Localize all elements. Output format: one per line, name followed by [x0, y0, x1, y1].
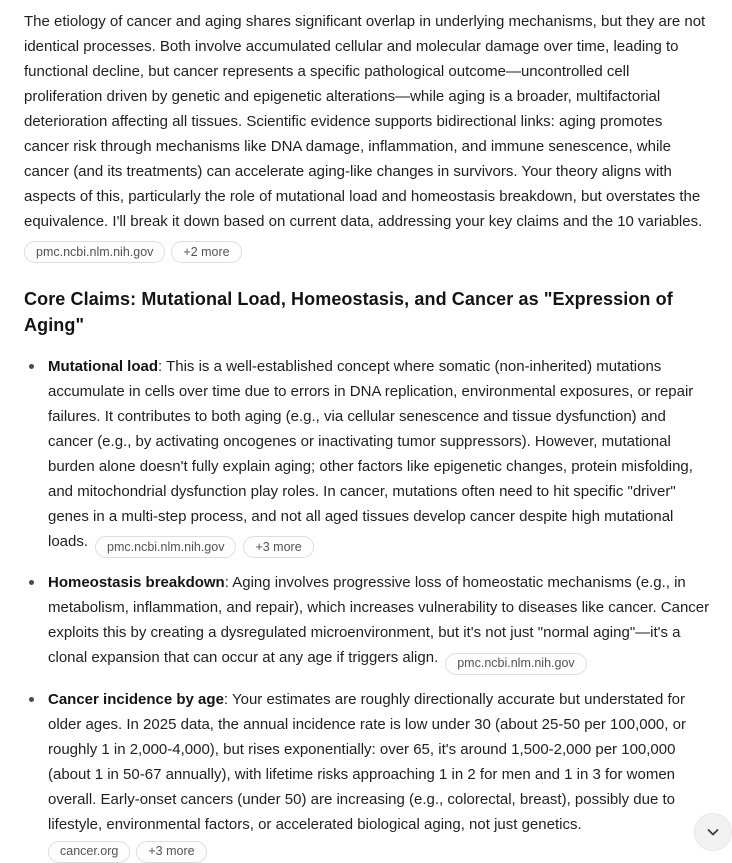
bullet-lead: Mutational load: [48, 358, 158, 375]
intro-paragraph: The etiology of cancer and aging shares significant overlap in underlying mechanisms, but they are not identical processes. Both involve accumulated cellular and molecular damage over time, leading to functional decline, but cancer represents a specific pathological outcome—uncontrolled cell proliferation driven by genetic and epigenetic alterations—while aging is a broader, multifactorial deterioration affecting all tissues. Scientific evidence supports bidirectional links: aging promotes cancer risk through mechanisms like DNA damage, inflammation, and immune senescence, while cancer (and its treatments) can accelerate aging-like changes in survivors. Your theory aligns with aspects of this, particularly the role of mutational load and homeostasis breakdown, but overstates the equivalence. I'll break it down based on current data, addressing your key claims and the 10 variables.: [24, 13, 706, 230]
citation-more-pill[interactable]: +3 more: [243, 536, 313, 558]
section-heading: Core Claims: Mutational Load, Homeostasis, and Cancer as "Expression of Aging": [24, 289, 673, 335]
citation-pill[interactable]: pmc.ncbi.nlm.nih.gov: [445, 653, 586, 675]
intro-citation-row: [24, 241, 711, 263]
scroll-to-bottom-button[interactable]: [694, 813, 732, 851]
citation-more-pill[interactable]: +3 more: [136, 841, 206, 863]
bullet-text: : Your estimates are roughly directionally accurate but understated for older ages. In 2025 data, the annual incidence rate is low under 30 (about 25-50 per 100,000, or roughly 1 in 2,000-4,000), but rises exponentially: over 65, it's around 1,500-2,000 per 100,000 (about 1 in 50-67 annually), with lifetime risks approaching 1 in 2 for men and 1 in 3 for women overall. Early-onset cancers (under 50) are increasing (e.g., colorectal, breast), possibly due to lifestyle, environmental factors, or accelerated biological aging, not just genetics.: [48, 690, 686, 833]
bullet-dot-icon: [29, 364, 34, 369]
bullet-dot-icon: [29, 580, 34, 585]
list-item: [24, 354, 711, 558]
bullet-dot-icon: [29, 697, 34, 702]
bullet-list: [24, 354, 711, 837]
citation-pill[interactable]: pmc.ncbi.nlm.nih.gov: [24, 241, 165, 263]
bullet-text-block: [48, 687, 711, 837]
list-item: [24, 570, 711, 674]
bullet-text: : Aging involves progressive loss of homeostatic mechanisms (e.g., in metabolism, inflammation, and repair), which increases vulnerability to diseases like cancer. Cancer exploits this by creating a dysregulated microenvironment, but it's not just "normal aging"—it's a clonal expansion that can occur at any age if triggers align.: [48, 574, 710, 667]
chevron-down-icon: [705, 824, 721, 840]
bullet-lead: Homeostasis breakdown: [48, 574, 225, 592]
bullet-lead: Cancer incidence by age: [48, 690, 224, 708]
bullet-text: : This is a well-established concept where somatic (non-inherited) mutations accumulate in cells over time due to errors in DNA replication, environmental exposures, or repair failures. It contributes to both aging (e.g., via cellular senescence and tissue dysfunction) and cancer (e.g., by activating oncogenes or inactivating tumor suppressors). However, mutational burden alone doesn't fully explain aging; other factors like epigenetic changes, protein misfolding, and mitochondrial dysfunction play roles. In cancer, mutations often need to hit specific "driver" genes in a multi-step process, and not all aged tissues develop cancer despite high mutational loads.: [48, 358, 694, 550]
list-item: [24, 687, 711, 837]
bullet-text-block: [48, 570, 711, 674]
bullet-citation-row: [48, 841, 711, 863]
bullet-text-block: [48, 354, 711, 558]
citation-pill[interactable]: cancer.org: [48, 841, 130, 863]
citation-pill[interactable]: pmc.ncbi.nlm.nih.gov: [95, 536, 236, 558]
citation-more-pill[interactable]: +2 more: [171, 241, 241, 263]
